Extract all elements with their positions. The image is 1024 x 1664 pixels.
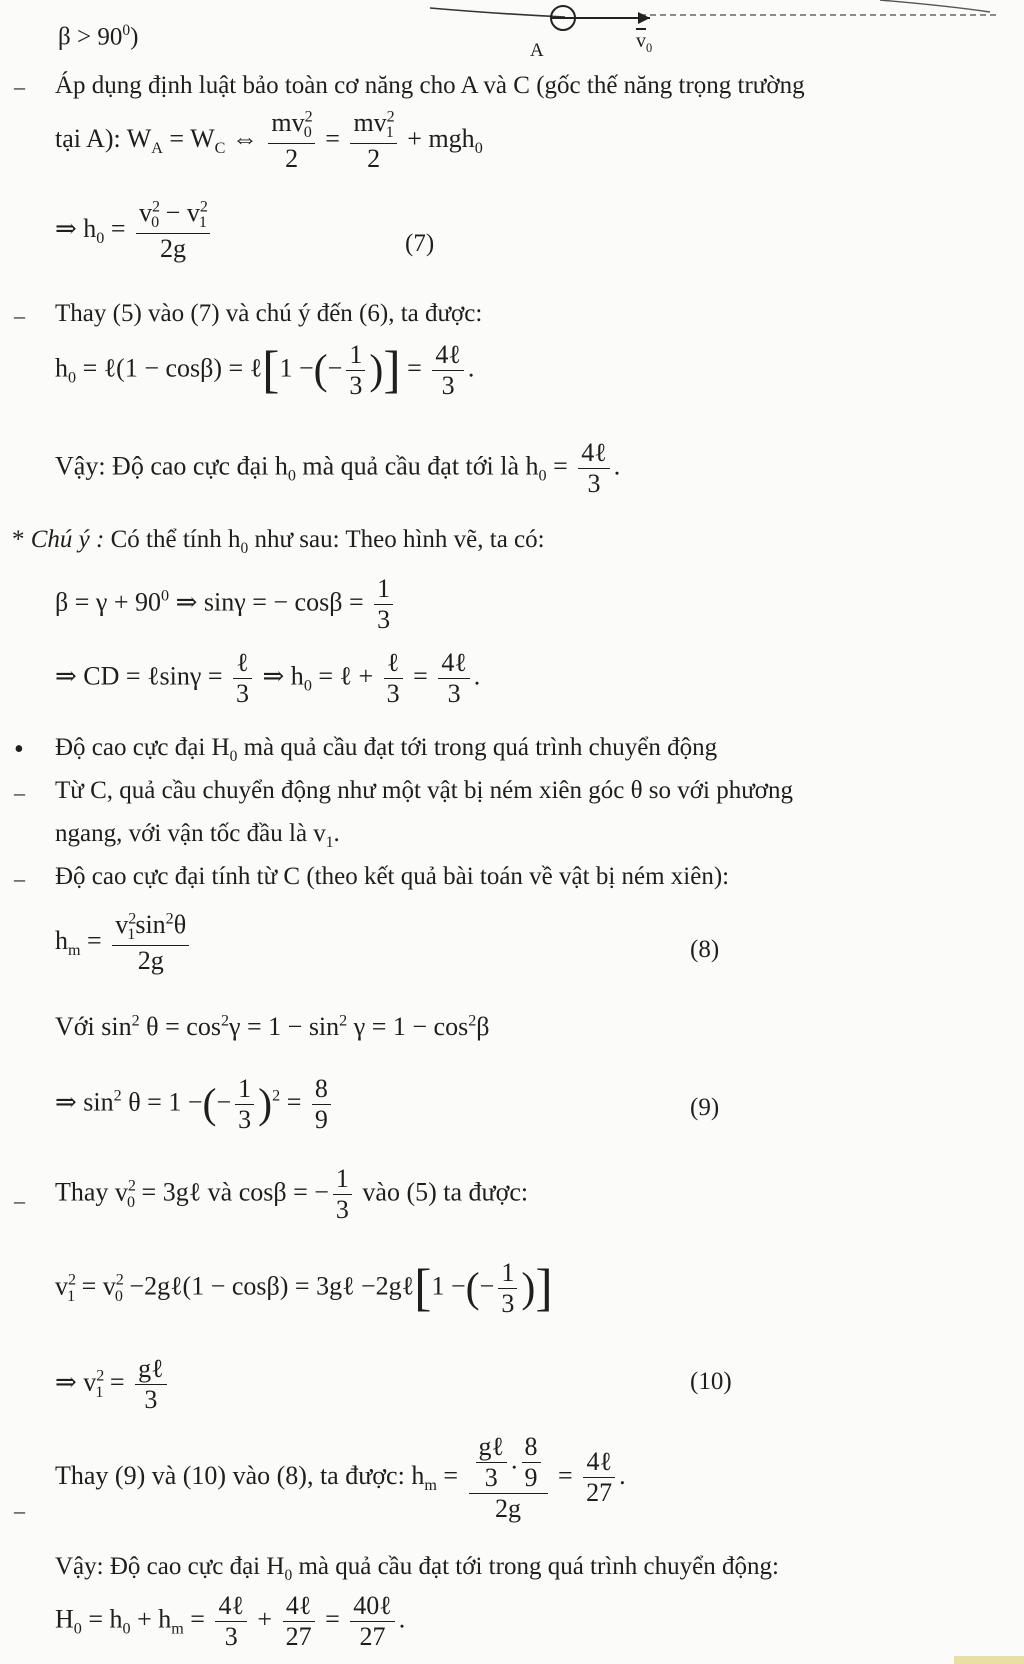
label-a: A	[530, 40, 544, 61]
projectile-para-line1: Từ C, quả cầu chuyển động như một vật bị ném xiên góc θ so với phương	[55, 777, 793, 804]
substitute-v-line: Thay $v^2_0$ = 3gℓ và cosβ = − $\frac{1}{3}$ vào (5) ta được:	[55, 1164, 529, 1224]
hm-result: Thay (9) và (10) vào (8), ta được: $h_m$ = $\frac{\text{gℓ}}{3}$ . $\frac{8}{9}$ 2g = $\frac{\text{4ℓ}}{27}$ .	[55, 1432, 626, 1523]
beta-condition: $\beta > 90^0$)	[58, 22, 139, 51]
equation-number-9: (9)	[690, 1094, 720, 1121]
dash-marker: –	[14, 303, 25, 328]
sin-theta-relation: Với $\sin^2 \theta = \cos^2\gamma = 1 - \sin^2 \gamma = 1 - \cos^2\beta$	[55, 1012, 490, 1041]
energy-equation: tại A): $W_A = W_C$ ⇔ $\frac{mv^2_0}{2}$ = $\frac{mv^2_1}{2}$ + mgh$_0$	[55, 108, 483, 173]
equation-number-8: (8)	[690, 936, 720, 963]
h0-computation: $h_0$ = ℓ(1 − cosβ) = ℓ[1 −(− $\frac{1}{3}$ )] = $\frac{\text{4ℓ}}{3}$ .	[55, 340, 475, 400]
note-beta-gamma: $\beta = \gamma + 90^0$ ⇒ sinγ = − cosβ = $\frac{1}{3}$	[55, 574, 397, 635]
dash-marker: –	[14, 780, 25, 805]
dash-marker: –	[14, 74, 25, 99]
dash-marker: –	[14, 866, 25, 891]
hm-formula: $h_m$ = $\frac{v^2_1\sin^2\theta}{2g}$	[55, 910, 193, 976]
dash-marker: –	[14, 1188, 25, 1213]
v1-squared-computation: $v^2_1 = v^2_0$ −2gℓ(1 − cosβ) = 3gℓ −2gℓ[1 −(− $\frac{1}{3}$ )]	[55, 1258, 553, 1318]
label-v0: $\overline{v}_0$	[636, 30, 653, 55]
max-height-intro: Độ cao cực đại tính từ C (theo kết quả bài toán về vật bị ném xiên):	[55, 863, 730, 890]
dash-marker: –	[14, 1498, 25, 1523]
diagram-fragment	[0, 0, 1024, 70]
equation-number-7: (7)	[405, 230, 435, 257]
h0-formula: ⇒ $h_0$ = $\frac{v^2_0 - v^2_1}{2g}$	[55, 198, 214, 264]
projectile-para-line2: ngang, với vận tốc đầu là $v_1$.	[55, 820, 340, 851]
h0-conclusion: Vậy: Độ cao cực đại $h_0$ mà quả cầu đạt tới là $h_0$ = $\frac{\text{4ℓ}}{3}$ .	[55, 438, 621, 498]
equation-number-10: (10)	[690, 1368, 732, 1395]
note-line: * Chú ý : Có thể tính $h_0$ như sau: Theo hình vẽ, ta có:	[12, 526, 545, 557]
final-result: $H_0 = h_0 + h_m$ = $\frac{\text{4ℓ}}{3}$ + $\frac{\text{4ℓ}}{27}$ = $\frac{\text{40ℓ}}{27}$ .	[55, 1591, 406, 1651]
energy-intro: Áp dụng định luật bảo toàn cơ năng cho A và C (gốc thế năng trọng trường	[55, 72, 805, 99]
sin-theta-value: ⇒ $\sin^2 \theta = 1$ −(− $\frac{1}{3}$ )$^2$ = $\frac{8}{9}$	[55, 1074, 335, 1135]
note-cd: ⇒ CD = ℓsinγ = $\frac{\text{ℓ}}{3}$ ⇒ $h_0$ = ℓ + $\frac{\text{ℓ}}{3}$ = $\frac{\text{4ℓ}}{3}$ .	[55, 648, 481, 708]
final-conclusion: Vậy: Độ cao cực đại $H_0$ mà quả cầu đạt tới trong quá trình chuyển động:	[55, 1553, 779, 1584]
max-height-heading: Độ cao cực đại $H_0$ mà quả cầu đạt tới trong quá trình chuyển động	[55, 734, 718, 765]
v1-squared-result: ⇒ $v^2_1$ = $\frac{\text{gℓ}}{3}$	[55, 1354, 171, 1415]
corner-decoration	[954, 1656, 1024, 1664]
substitute-intro: Thay (5) vào (7) và chú ý đến (6), ta được:	[55, 300, 483, 327]
bullet-marker: •	[14, 734, 24, 765]
